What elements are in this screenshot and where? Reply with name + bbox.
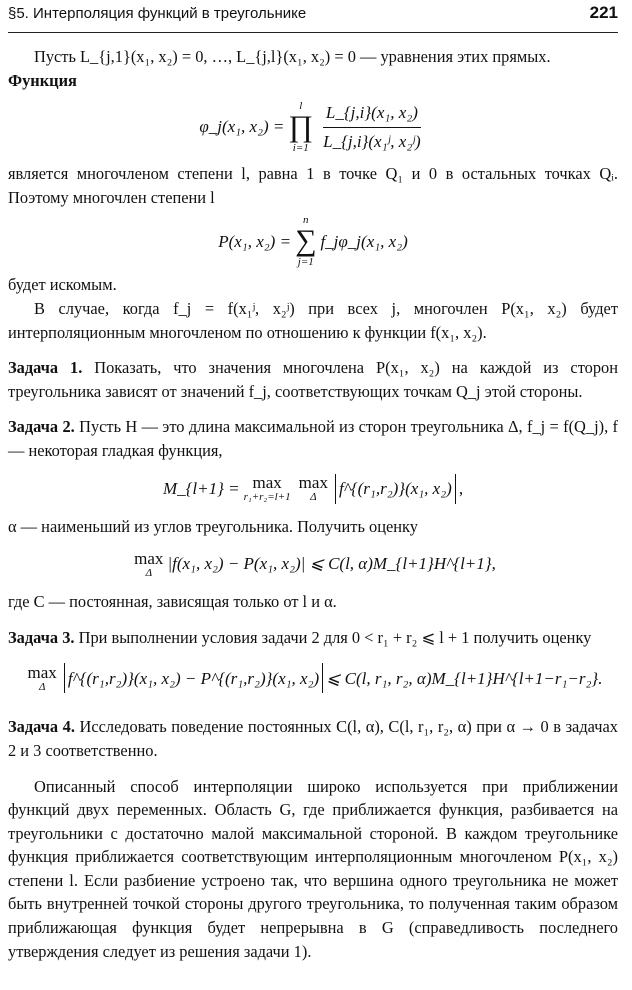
abs-bar-right-2	[322, 663, 323, 693]
equation-M-lhs: M_{l+1} =	[162, 478, 240, 498]
paragraph-constant: где C — постоянная, зависящая только от l и α.	[8, 592, 337, 612]
task-3-label: Задача 3.	[8, 627, 75, 647]
task-1-text: Показать, что значения многочлена P(x₁, x₂) на каждой из сторон треугольника зависят от значений f_j, соответствующих точкам Q_j этой стороны.	[8, 358, 618, 401]
equation-phi	[8, 96, 618, 158]
max-under-1: r₁+r₂=l+1	[243, 491, 291, 504]
max-label-3: max	[134, 548, 164, 568]
abs-bar-left-2	[64, 663, 65, 693]
sum-upper: n	[303, 214, 309, 227]
task-2-text: Пусть H — это длина максимальной из сторон треугольника Δ, f_j = f(Q_j), f — некоторая гладкая функция,	[8, 417, 618, 460]
product-symbol: ∏	[288, 110, 314, 144]
task-4	[8, 715, 618, 762]
max-operator-3	[134, 550, 163, 579]
equation-estimate-2-rhs: ⩽ C(l, r₁, r₂, α)M_{l+1}H^{l+1−r₁−r₂}.	[326, 668, 603, 688]
paragraph-alpha: α — наименьший из углов треугольника. Получить оценку	[8, 516, 418, 536]
fraction-denominator: L_{j,i}(x₁ʲ, x₂ʲ)	[323, 131, 421, 151]
task-1-label: Задача 1.	[8, 358, 83, 378]
sum-symbol: ∑	[295, 224, 317, 258]
equation-phi-lhs: φ_j(x₁, x₂) =	[199, 117, 285, 137]
equation-M-body: f^{(r₁,r₂)}(x₁, x₂)	[338, 478, 452, 498]
equation-M-comma: ,	[458, 478, 464, 498]
equation-estimate-2-body: f^{(r₁,r₂)}(x₁, x₂) − P^{(r₁,r₂)}(x₁, x₂)	[67, 668, 320, 688]
task-4-text: Исследовать поведение постоянных C(l, α), C(l, r₁, r₂, α) при α → 0 в задачах 2 и 3 соответственно.	[8, 717, 618, 760]
page-number: 221	[589, 3, 618, 22]
paragraph-conclusion: Описанный способ интерполяции широко используется при приближении функций двух переменных. Область G, где приближается функция, разбивается на треугольники с достаточно малой максимальной стороной. В каждом треугольнике функция приближается соответствующим интерполяционным многочленом P(x₁, x₂) степени l. Если разбиение устроено так, что вершина одного треугольника не может быть внутренней точкой стороны другого треугольника, то полученная таким образом приближающая функция будет непрерывна в G (справедливость последнего утверждения следует из решения задачи 1).	[8, 776, 618, 961]
fraction	[320, 101, 424, 153]
section-title: §5. Интерполяция функций в треугольнике	[8, 5, 307, 22]
equation-estimate-1	[8, 542, 618, 586]
abs-bar-right	[455, 474, 456, 504]
task-4-label: Задача 4.	[8, 717, 75, 737]
equation-P-lhs: P(x₁, x₂) =	[218, 231, 292, 251]
max-label-2: max	[298, 473, 328, 493]
max-label-1: max	[252, 473, 282, 493]
equation-estimate-2	[8, 653, 618, 703]
paragraph-lines-equations: Пусть L_{j,1}(x₁, x₂) = 0, …, L_{j,l}(x₁, x₂) = 0 — уравнения этих прямых.	[34, 47, 551, 66]
paragraph-sought: будет искомым.	[8, 275, 117, 295]
task-1	[8, 356, 618, 403]
equation-P-rhs: f_jφ_j(x₁, x₂)	[320, 231, 408, 251]
equation-P	[8, 213, 618, 269]
equation-M	[8, 467, 618, 511]
max-label-4: max	[27, 662, 57, 682]
paragraph-function-lead: Функция	[8, 70, 77, 90]
page-body	[8, 45, 618, 963]
sum-lower: j=1	[297, 256, 314, 269]
product-operator	[288, 100, 313, 154]
max-operator-4	[28, 664, 57, 693]
max-under-3: Δ	[145, 566, 153, 579]
task-2	[8, 415, 618, 462]
max-operator-1	[244, 474, 291, 503]
fraction-numerator: L_{j,i}(x₁, x₂)	[323, 101, 421, 128]
task-3	[8, 626, 618, 650]
max-under-4: Δ	[38, 680, 46, 693]
task-2-label: Задача 2.	[8, 417, 75, 437]
spacer	[8, 763, 618, 775]
product-upper: l	[299, 100, 303, 113]
paragraph-degree: является многочленом степени l, равна 1 в точке Q₁ и 0 в остальных точках Qᵢ. Поэтому многочлен степени l	[8, 164, 618, 207]
product-lower: i=1	[292, 142, 309, 155]
sum-operator	[295, 214, 316, 268]
abs-bar-left	[335, 474, 336, 504]
equation-estimate-1-body: |f(x₁, x₂) − P(x₁, x₂)| ⩽ C(l, α)M_{l+1}H^{l+1},	[167, 554, 496, 574]
task-3-text: При выполнении условия задачи 2 для 0 < r₁ + r₂ ⩽ l + 1 получить оценку	[78, 627, 592, 647]
paragraph-case: В случае, когда f_j = f(x₁ʲ, x₂ʲ) при всех j, многочлен P(x₁, x₂) будет интерполяционным многочленом по отношению к функции f(x₁, x₂).	[8, 298, 618, 342]
max-under-2: Δ	[310, 491, 317, 504]
max-operator-2	[299, 474, 328, 503]
running-head	[8, 0, 618, 33]
